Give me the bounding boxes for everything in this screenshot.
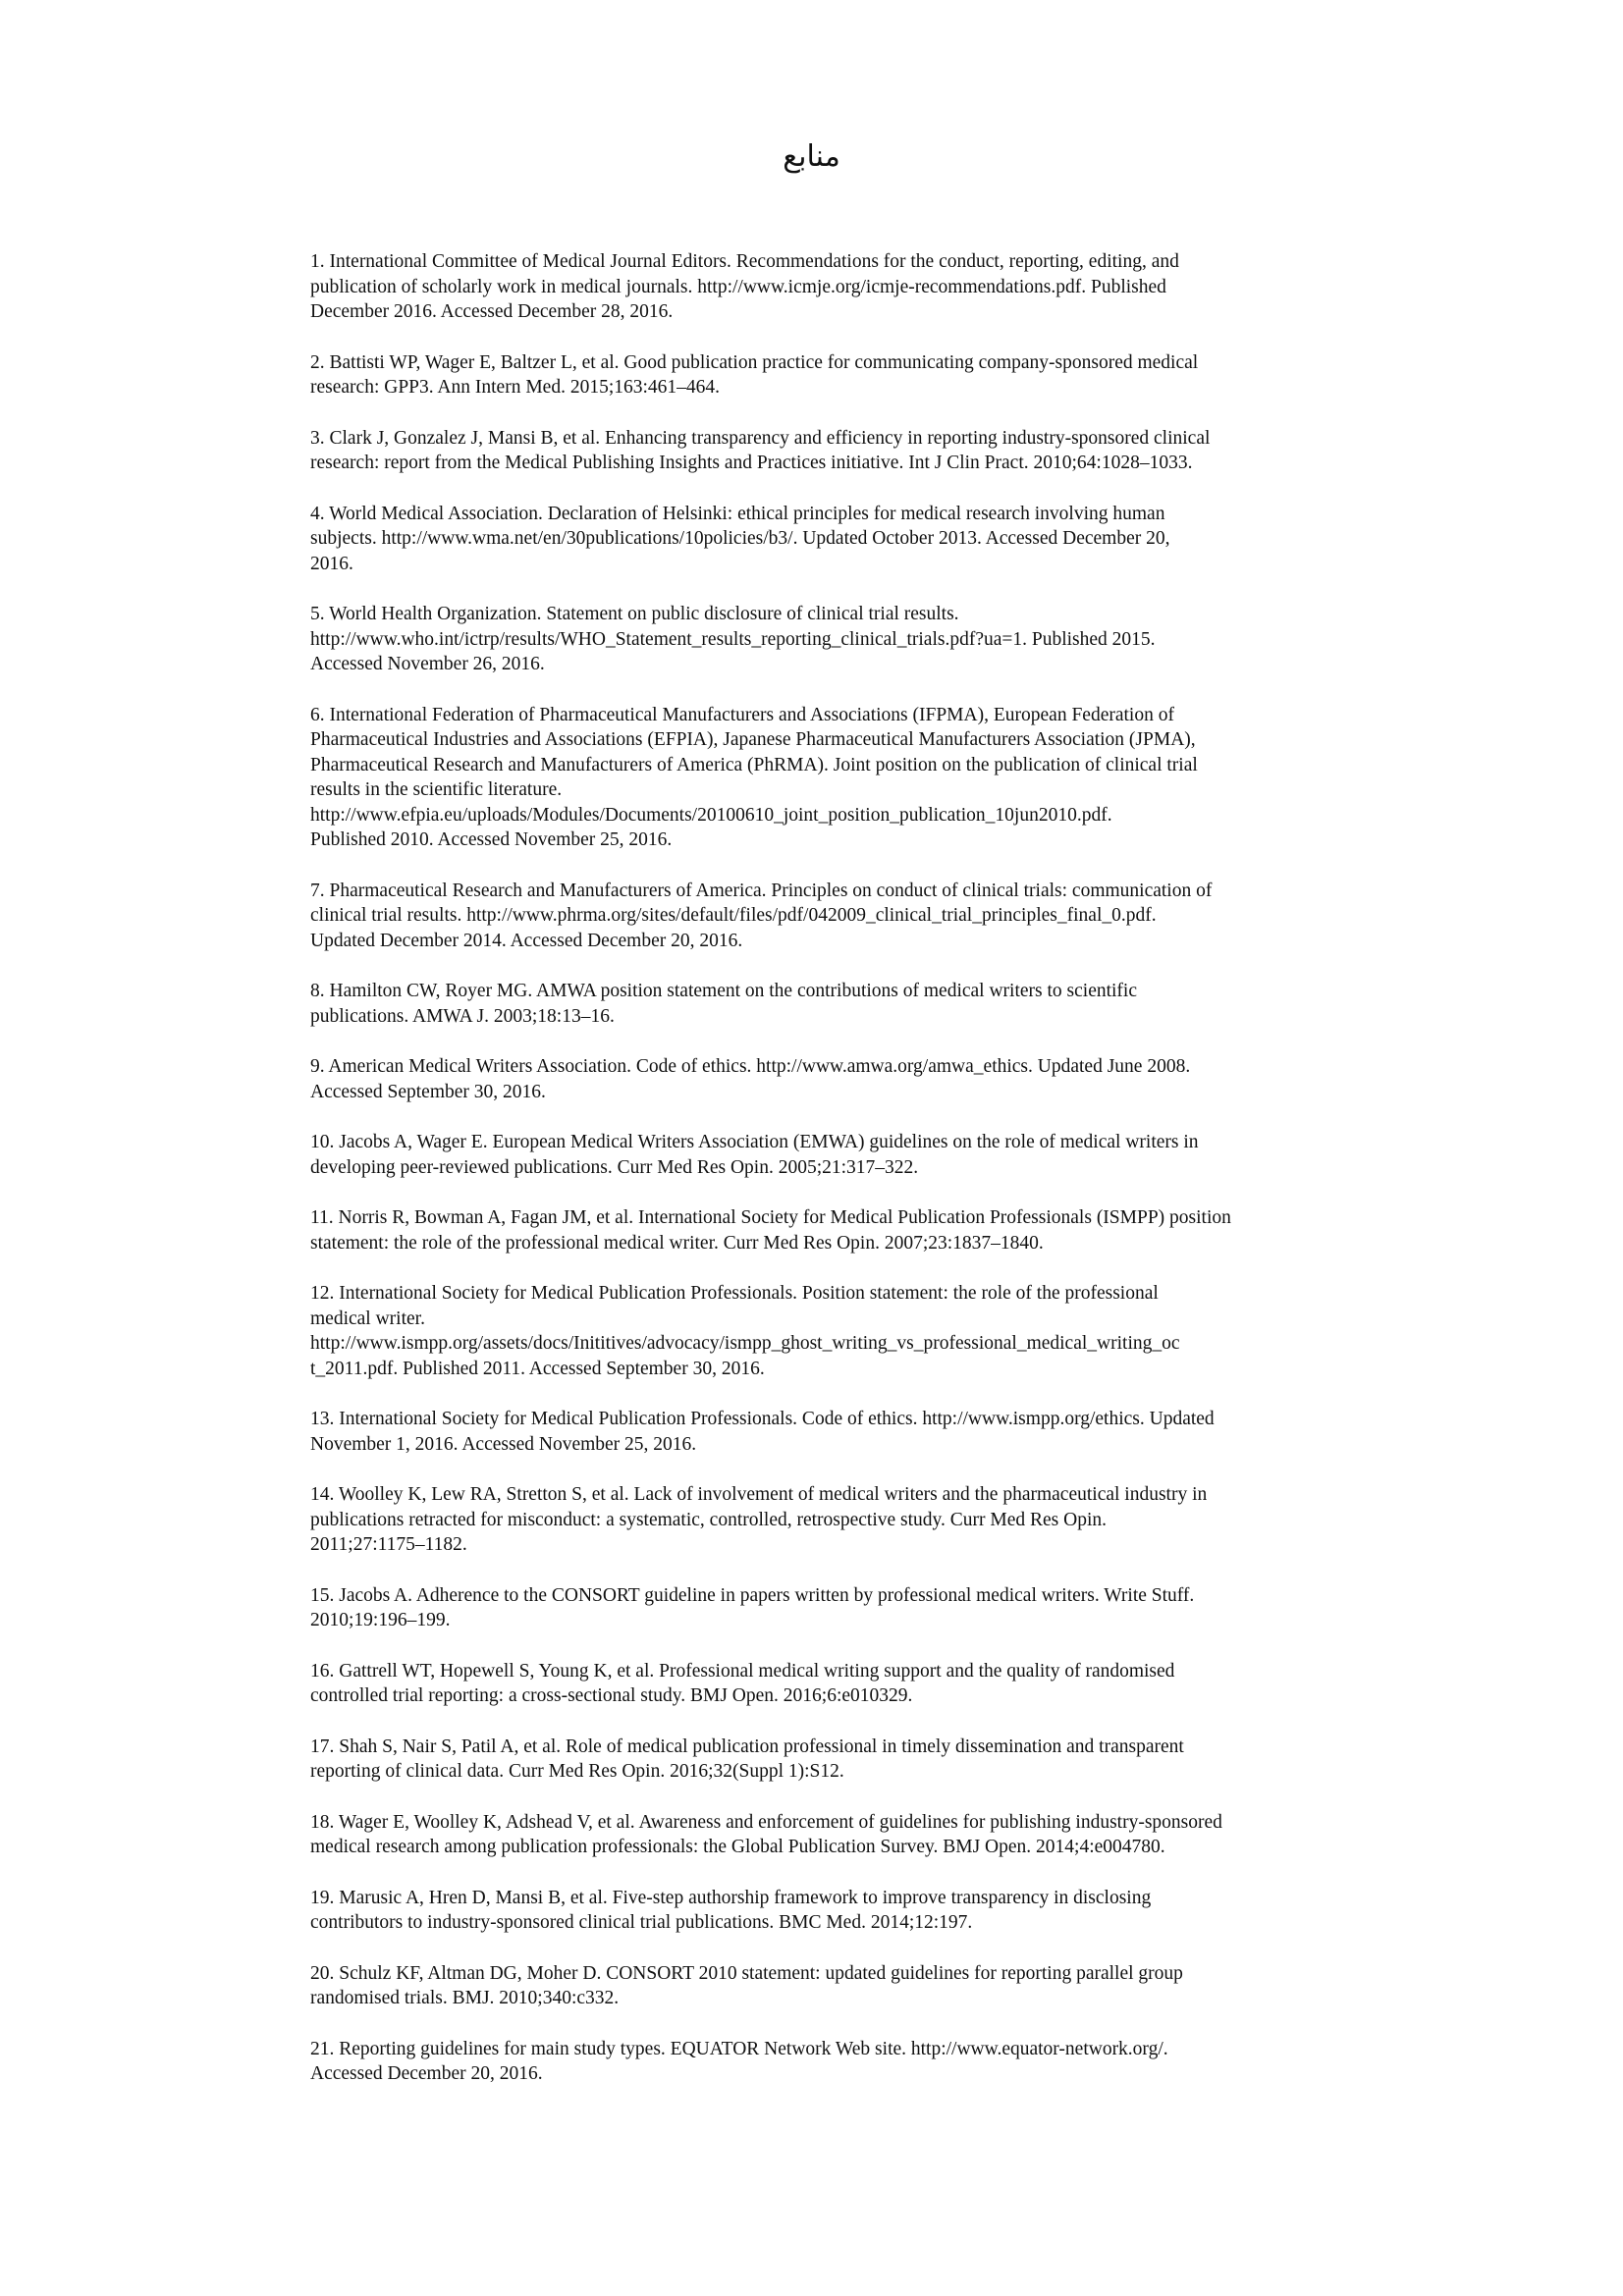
reference-item: 18. Wager E, Woolley K, Adshead V, et al. Awareness and enforcement of guidelines for publishing industry-sponsored medical research among publication professionals: the Global Publication Survey. BMJ Open. 2014;4:e004780.	[310, 1811, 1222, 1857]
reference-item: 14. Woolley K, Lew RA, Stretton S, et al. Lack of involvement of medical writers and the pharmaceutical industry in publications retracted for misconduct: a systematic, controlled, retrospective study. Curr Med Res Opin. 2011;27:1175–1182.	[310, 1484, 1208, 1555]
page-title: منابع	[783, 139, 840, 174]
reference-item: 6. International Federation of Pharmaceutical Manufacturers and Associations (IFPMA), European Federation of Pharmaceutical Industries and Associations (EFPIA), Japanese Pharmaceutical Manufacturers Association (JPMA), Pharmaceutical Research and Manufacturers of America (PhRMA). Joint position on the publication of clinical trial results in the scientific literature. http://www.efpia.eu/uploads/Modules/Documents/20100610_joint_position_publication_10jun2010.pdf. Published 2010. Accessed November 25, 2016.	[310, 704, 1198, 850]
reference-item: 11. Norris R, Bowman A, Fagan JM, et al. International Society for Medical Publication Professionals (ISMPP) position statement: the role of the professional medical writer. Curr Med Res Opin. 2007;23:1837–1840.	[310, 1207, 1231, 1254]
reference-item: 12. International Society for Medical Publication Professionals. Position statement: the role of the professional medical writer. http://www.ismpp.org/assets/docs/Inititives/advocacy/ismpp_ghost_writing_vs_professional_medical_writing_oc t_2011.pdf. Published 2011. Accessed September 30, 2016.	[310, 1283, 1180, 1379]
reference-item: 9. American Medical Writers Association. Code of ethics. http://www.amwa.org/amwa_ethics. Updated June 2008. Accessed September 30, 2016.	[310, 1056, 1191, 1102]
reference-item: 7. Pharmaceutical Research and Manufacturers of America. Principles on conduct of clinical trials: communication of clinical trial results. http://www.phrma.org/sites/default/files/pdf/042009_clinical_trial_principles_final_0.pdf. Updated December 2014. Accessed December 20, 2016.	[310, 880, 1213, 951]
reference-item: 10. Jacobs A, Wager E. European Medical Writers Association (EMWA) guidelines on the role of medical writers in developing peer-reviewed publications. Curr Med Res Opin. 2005;21:317–322.	[310, 1132, 1199, 1178]
reference-item: 1. International Committee of Medical Journal Editors. Recommendations for the conduct, reporting, editing, and publication of scholarly work in medical journals. http://www.icmje.org/icmje-recommendations.pdf. Published December 2016. Accessed December 28, 2016.	[310, 251, 1179, 322]
reference-item: 4. World Medical Association. Declaration of Helsinki: ethical principles for medical research involving human subjects. http://www.wma.net/en/30publications/10policies/b3/. Updated October 2013. Accessed December 20, 2016.	[310, 503, 1170, 574]
reference-item: 17. Shah S, Nair S, Patil A, et al. Role of medical publication professional in timely dissemination and transparent reporting of clinical data. Curr Med Res Opin. 2016;32(Suppl 1):S12.	[310, 1735, 1184, 1782]
reference-item: 19. Marusic A, Hren D, Mansi B, et al. Five-step authorship framework to improve transparency in disclosing contributors to industry-sponsored clinical trial publications. BMC Med. 2014;12:197.	[310, 1887, 1152, 1933]
reference-item: 3. Clark J, Gonzalez J, Mansi B, et al. Enhancing transparency and efficiency in reporting industry-sponsored clinical research: report from the Medical Publishing Insights and Practices initiative. Int J Clin Pract. 2010;64:1028–1033.	[310, 427, 1211, 473]
reference-item: 16. Gattrell WT, Hopewell S, Young K, et al. Professional medical writing support and the quality of randomised controlled trial reporting: a cross-sectional study. BMJ Open. 2016;6:e010329.	[310, 1660, 1175, 1706]
reference-item: 5. World Health Organization. Statement on public disclosure of clinical trial results. http://www.who.int/ictrp/results/WHO_Statement_results_reporting_clinical_trials.pdf?ua=1. Published 2015. Accessed November 26, 2016.	[310, 604, 1156, 674]
reference-item: 15. Jacobs A. Adherence to the CONSORT guideline in papers written by professional medical writers. Write Stuff. 2010;19:196–199.	[310, 1584, 1195, 1630]
reference-item: 20. Schulz KF, Altman DG, Moher D. CONSORT 2010 statement: updated guidelines for reporting parallel group randomised trials. BMJ. 2010;340:c332.	[310, 1962, 1183, 2008]
reference-item: 8. Hamilton CW, Royer MG. AMWA position statement on the contributions of medical writers to scientific publications. AMWA J. 2003;18:13–16.	[310, 981, 1137, 1027]
reference-list	[310, 249, 1371, 2112]
reference-item: 2. Battisti WP, Wager E, Baltzer L, et al. Good publication practice for communicating company-sponsored medical research: GPP3. Ann Intern Med. 2015;163:461–464.	[310, 351, 1199, 398]
reference-item: 21. Reporting guidelines for main study types. EQUATOR Network Web site. http://www.equator-network.org/. Accessed December 20, 2016.	[310, 2038, 1168, 2084]
reference-item: 13. International Society for Medical Publication Professionals. Code of ethics. http://www.ismpp.org/ethics. Updated November 1, 2016. Accessed November 25, 2016.	[310, 1409, 1215, 1455]
